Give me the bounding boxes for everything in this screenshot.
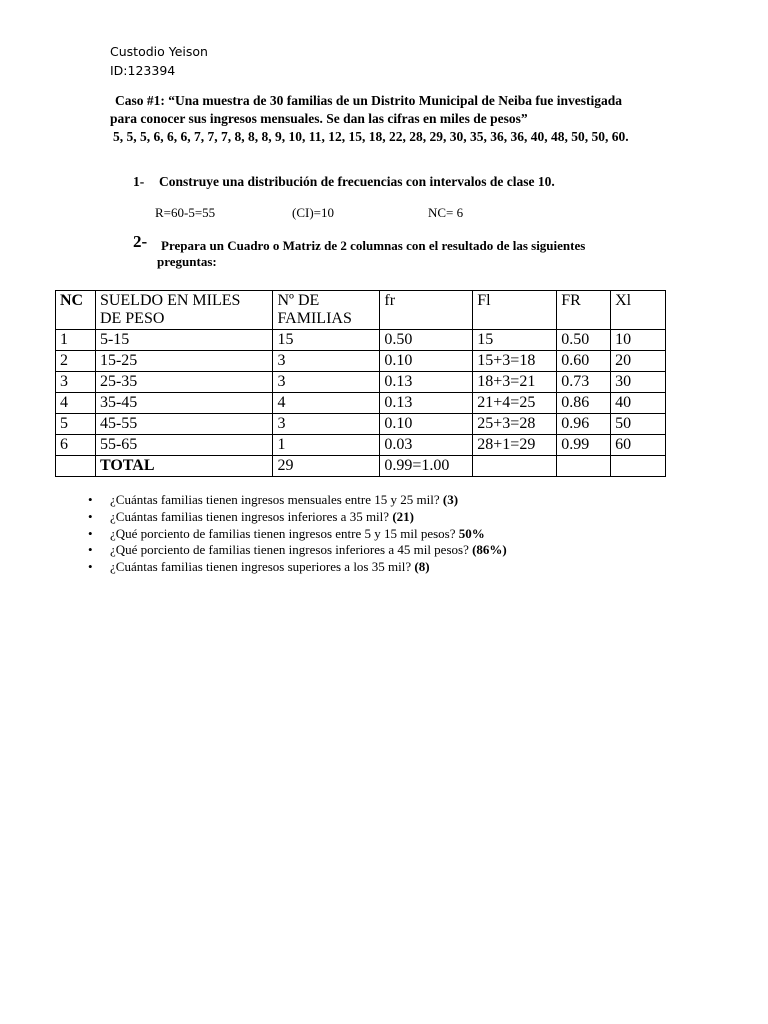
case-statement bbox=[110, 92, 670, 146]
cell-total-label: TOTAL bbox=[95, 456, 273, 477]
range-formula: R=60-5=55 bbox=[155, 205, 216, 220]
header-cumulative-relative-frequency: FR bbox=[557, 291, 611, 330]
question-answer: (8) bbox=[414, 559, 430, 575]
class-interval: (CI)=10 bbox=[292, 205, 334, 220]
question-text: ¿Cuántas familias tienen ingresos superiores a los 35 mil? bbox=[110, 559, 415, 575]
header-relative-frequency: fr bbox=[380, 291, 473, 330]
bullet-icon: • bbox=[88, 525, 93, 541]
cell-xl-empty bbox=[611, 456, 666, 477]
cell-total-families: 29 bbox=[273, 456, 380, 477]
case-line-2: para conocer sus ingresos mensuales. Se dan las cifras en miles de pesos” bbox=[110, 111, 528, 126]
number-of-classes: NC= 6 bbox=[428, 205, 464, 220]
cell-nc: 4 bbox=[56, 393, 96, 414]
questions-list bbox=[88, 492, 507, 576]
cell-fl: 18+3=21 bbox=[473, 372, 557, 393]
cell-fr: 0.03 bbox=[380, 435, 473, 456]
cell-range: 45-55 bbox=[95, 414, 273, 435]
cell-fl: 15+3=18 bbox=[473, 351, 557, 372]
cell-families: 1 bbox=[273, 435, 380, 456]
cell-FR-empty bbox=[557, 456, 611, 477]
cell-FR: 0.60 bbox=[557, 351, 611, 372]
cell-families: 4 bbox=[273, 393, 380, 414]
cell-families: 3 bbox=[273, 414, 380, 435]
bullet-icon: • bbox=[88, 492, 93, 507]
header-sueldo-line-2: DE PESO bbox=[99, 310, 165, 327]
header-familias-line-1: Nº DE bbox=[277, 292, 320, 309]
author-name: Custodio Yeison bbox=[110, 44, 208, 59]
bullet-icon: • bbox=[88, 542, 93, 558]
bullet-icon: • bbox=[88, 508, 93, 524]
table-total-row bbox=[56, 456, 666, 477]
author-id: ID:123394 bbox=[110, 63, 176, 78]
cell-nc-empty bbox=[56, 456, 96, 477]
cell-FR: 0.99 bbox=[557, 435, 611, 456]
frequency-table bbox=[55, 290, 666, 477]
cell-total-fr: 0.99=1.00 bbox=[380, 456, 473, 477]
cell-nc: 3 bbox=[56, 372, 96, 393]
cell-nc: 1 bbox=[56, 330, 96, 351]
cell-xl: 30 bbox=[611, 372, 666, 393]
question-answer: (21) bbox=[392, 508, 414, 524]
list-item bbox=[88, 526, 507, 543]
header-nc: NC bbox=[56, 291, 96, 330]
cell-fr: 0.10 bbox=[380, 351, 473, 372]
table-row bbox=[56, 372, 666, 393]
table-row bbox=[56, 330, 666, 351]
list-item bbox=[88, 542, 507, 559]
cell-fr: 0.10 bbox=[380, 414, 473, 435]
cell-range: 15-25 bbox=[95, 351, 273, 372]
cell-range: 25-35 bbox=[95, 372, 273, 393]
cell-fl: 25+3=28 bbox=[473, 414, 557, 435]
list-item bbox=[88, 559, 507, 576]
table-header-row bbox=[56, 291, 666, 330]
cell-xl: 60 bbox=[611, 435, 666, 456]
cell-families: 3 bbox=[273, 351, 380, 372]
cell-families: 15 bbox=[273, 330, 380, 351]
question-answer: (3) bbox=[442, 492, 459, 507]
cell-range: 5-15 bbox=[95, 330, 273, 351]
question-text: ¿Cuántas familias tienen ingresos inferiores a 35 mil? bbox=[110, 508, 393, 524]
cell-xl: 20 bbox=[611, 351, 666, 372]
cell-xl: 10 bbox=[611, 330, 666, 351]
case-line-1: Caso #1: “Una muestra de 30 familias de un Distrito Municipal de Neiba fue investigada bbox=[115, 93, 623, 108]
header-familias bbox=[273, 291, 380, 330]
question-text: ¿Qué porciento de familias tienen ingresos inferiores a 45 mil pesos? bbox=[110, 542, 473, 558]
question-2-line-1: Prepara un Cuadro o Matriz de 2 columnas con el resultado de las siguientes bbox=[161, 238, 586, 253]
header-class-mark: Xl bbox=[611, 291, 666, 330]
question-2-line-2: preguntas: bbox=[157, 254, 217, 269]
cell-nc: 2 bbox=[56, 351, 96, 372]
table-row bbox=[56, 435, 666, 456]
table-row bbox=[56, 351, 666, 372]
cell-fl: 21+4=25 bbox=[473, 393, 557, 414]
cell-xl: 40 bbox=[611, 393, 666, 414]
header-sueldo-line-1: SUELDO EN MILES bbox=[99, 292, 241, 309]
cell-xl: 50 bbox=[611, 414, 666, 435]
cell-nc: 5 bbox=[56, 414, 96, 435]
question-1 bbox=[133, 174, 555, 190]
question-1-text: Construye una distribución de frecuencias con intervalos de clase 10. bbox=[159, 174, 555, 189]
cell-fr: 0.13 bbox=[380, 372, 473, 393]
question-2-number: 2- bbox=[133, 232, 148, 251]
cell-nc: 6 bbox=[56, 435, 96, 456]
header-familias-line-2: FAMILIAS bbox=[277, 310, 352, 327]
cell-fl: 28+1=29 bbox=[473, 435, 557, 456]
cell-fl-empty bbox=[473, 456, 557, 477]
author-block bbox=[110, 42, 208, 80]
question-answer: (86%) bbox=[472, 542, 507, 558]
cell-fl: 15 bbox=[473, 330, 557, 351]
cell-fr: 0.13 bbox=[380, 393, 473, 414]
cell-range: 55-65 bbox=[95, 435, 273, 456]
case-data-values: 5, 5, 5, 6, 6, 6, 7, 7, 7, 8, 8, 8, 9, 10, 11, 12, 15, 18, 22, 28, 29, 30, 35, 36, 36, 40, 48, 50, 50, 60. bbox=[113, 129, 629, 144]
header-sueldo bbox=[95, 291, 273, 330]
cell-FR: 0.86 bbox=[557, 393, 611, 414]
cell-fr: 0.50 bbox=[380, 330, 473, 351]
list-item bbox=[88, 509, 507, 526]
table-row bbox=[56, 393, 666, 414]
list-item bbox=[88, 492, 507, 509]
question-text: ¿Cuántas familias tienen ingresos mensuales entre 15 y 25 mil? bbox=[110, 492, 443, 507]
header-cumulative-frequency: Fl bbox=[473, 291, 557, 330]
cell-range: 35-45 bbox=[95, 393, 273, 414]
bullet-icon: • bbox=[88, 559, 93, 575]
cell-FR: 0.73 bbox=[557, 372, 611, 393]
cell-FR: 0.50 bbox=[557, 330, 611, 351]
question-answer: 50% bbox=[458, 525, 485, 541]
table-row bbox=[56, 414, 666, 435]
question-text: ¿Qué porciento de familias tienen ingresos entre 5 y 15 mil pesos? bbox=[110, 525, 459, 541]
cell-FR: 0.96 bbox=[557, 414, 611, 435]
cell-families: 3 bbox=[273, 372, 380, 393]
question-1-number: 1- bbox=[133, 174, 145, 189]
